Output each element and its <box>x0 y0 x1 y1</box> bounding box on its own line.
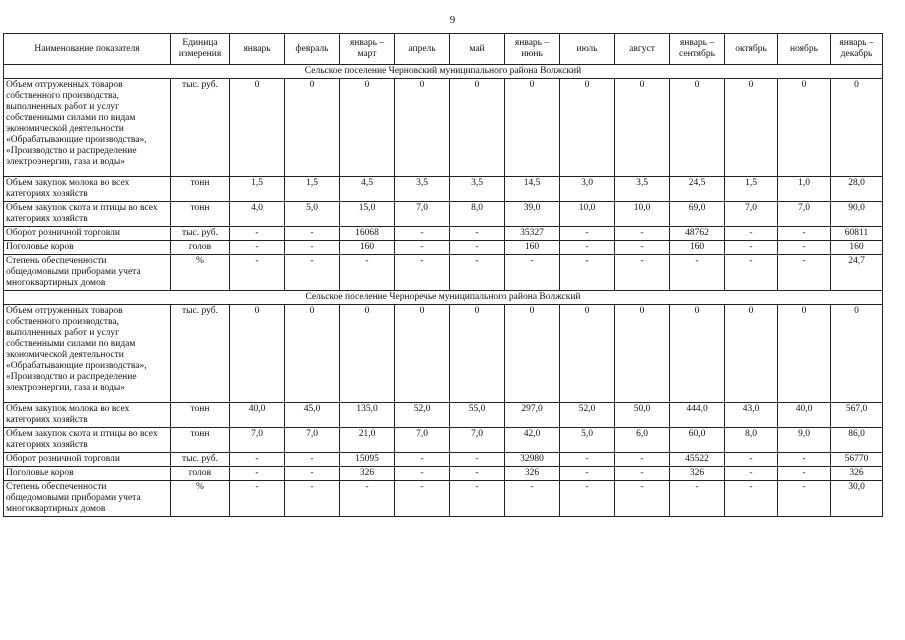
value-cell: 0 <box>725 79 778 177</box>
indicator-name: Оборот розничной торговли <box>4 453 171 467</box>
value-cell: 567,0 <box>831 403 883 428</box>
value-cell: - <box>450 241 505 255</box>
value-cell: 5,0 <box>560 428 615 453</box>
value-cell: 160 <box>670 241 725 255</box>
value-cell: 0 <box>340 305 395 403</box>
header-period: январь – сентябрь <box>670 34 725 65</box>
value-cell: 55,0 <box>450 403 505 428</box>
header-indicator-name: Наименование показателя <box>4 34 171 65</box>
value-cell: 135,0 <box>340 403 395 428</box>
value-cell: 6,0 <box>615 428 670 453</box>
value-cell: - <box>505 255 560 291</box>
indicator-name: Оборот розничной торговли <box>4 227 171 241</box>
unit-cell: тонн <box>171 428 230 453</box>
value-cell: 52,0 <box>560 403 615 428</box>
table-body <box>4 65 883 517</box>
table-row <box>4 241 883 255</box>
indicator-name: Объем закупок молока во всех категориях хозяйств <box>4 177 171 202</box>
value-cell: - <box>230 227 285 241</box>
value-cell: - <box>560 467 615 481</box>
value-cell: 24,7 <box>831 255 883 291</box>
value-cell: 8,0 <box>450 202 505 227</box>
header-period: январь – июнь <box>505 34 560 65</box>
value-cell: - <box>285 481 340 517</box>
value-cell: 7,0 <box>450 428 505 453</box>
section-header-row <box>4 65 883 79</box>
value-cell: 297,0 <box>505 403 560 428</box>
value-cell: - <box>560 453 615 467</box>
value-cell: 42,0 <box>505 428 560 453</box>
header-unit: Единица измерения <box>171 34 230 65</box>
value-cell: - <box>230 255 285 291</box>
unit-cell: тыс. руб. <box>171 79 230 177</box>
value-cell: 0 <box>831 79 883 177</box>
value-cell: - <box>340 255 395 291</box>
value-cell: 24,5 <box>670 177 725 202</box>
value-cell: 56770 <box>831 453 883 467</box>
value-cell: - <box>778 481 831 517</box>
unit-cell: % <box>171 481 230 517</box>
value-cell: 0 <box>230 79 285 177</box>
table-row <box>4 428 883 453</box>
value-cell: 0 <box>725 305 778 403</box>
table-row <box>4 467 883 481</box>
value-cell: - <box>395 241 450 255</box>
value-cell: 7,0 <box>285 428 340 453</box>
value-cell: - <box>615 481 670 517</box>
value-cell: 0 <box>395 305 450 403</box>
value-cell: 0 <box>285 305 340 403</box>
value-cell: 3,5 <box>395 177 450 202</box>
value-cell: - <box>230 481 285 517</box>
value-cell: - <box>615 227 670 241</box>
header-period: ноябрь <box>778 34 831 65</box>
header-period: август <box>615 34 670 65</box>
value-cell: - <box>450 467 505 481</box>
unit-cell: тонн <box>171 177 230 202</box>
value-cell: - <box>725 241 778 255</box>
unit-cell: % <box>171 255 230 291</box>
value-cell: - <box>230 467 285 481</box>
value-cell: 90,0 <box>831 202 883 227</box>
value-cell: 10,0 <box>560 202 615 227</box>
value-cell: 0 <box>615 79 670 177</box>
value-cell: 1,5 <box>725 177 778 202</box>
header-period: февраль <box>285 34 340 65</box>
header-period: июль <box>560 34 615 65</box>
value-cell: - <box>285 227 340 241</box>
value-cell: - <box>670 255 725 291</box>
value-cell: 60811 <box>831 227 883 241</box>
value-cell: 160 <box>831 241 883 255</box>
value-cell: - <box>285 467 340 481</box>
value-cell: - <box>230 241 285 255</box>
table-row <box>4 481 883 517</box>
value-cell: 7,0 <box>230 428 285 453</box>
value-cell: 0 <box>505 305 560 403</box>
value-cell: 43,0 <box>725 403 778 428</box>
value-cell: 32980 <box>505 453 560 467</box>
value-cell: 0 <box>450 79 505 177</box>
value-cell: - <box>778 241 831 255</box>
value-cell: - <box>285 453 340 467</box>
value-cell: 4,5 <box>340 177 395 202</box>
indicator-name: Объем отгруженных товаров собственного производства, выполненных работ и услуг собственными силами по видам экономической деятельности «Обрабатывающие производства», «Производство и распределение электроэнергии, газа и воды» <box>4 79 171 177</box>
value-cell: 0 <box>615 305 670 403</box>
value-cell: - <box>725 453 778 467</box>
value-cell: - <box>285 255 340 291</box>
header-period: январь <box>230 34 285 65</box>
value-cell: 0 <box>395 79 450 177</box>
value-cell: - <box>450 481 505 517</box>
unit-cell: тонн <box>171 202 230 227</box>
value-cell: 326 <box>340 467 395 481</box>
indicator-name: Объем закупок молока во всех категориях хозяйств <box>4 403 171 428</box>
statistics-table <box>3 33 883 517</box>
value-cell: 21,0 <box>340 428 395 453</box>
value-cell: 160 <box>505 241 560 255</box>
value-cell: - <box>725 481 778 517</box>
value-cell: 444,0 <box>670 403 725 428</box>
value-cell: 45,0 <box>285 403 340 428</box>
indicator-name: Объем закупок скота и птицы во всех категориях хозяйств <box>4 428 171 453</box>
header-period: январь – декабрь <box>831 34 883 65</box>
unit-cell: голов <box>171 467 230 481</box>
value-cell: 7,0 <box>725 202 778 227</box>
value-cell: 69,0 <box>670 202 725 227</box>
value-cell: 86,0 <box>831 428 883 453</box>
value-cell: - <box>395 453 450 467</box>
value-cell: 3,5 <box>450 177 505 202</box>
value-cell: 45522 <box>670 453 725 467</box>
table-row <box>4 453 883 467</box>
value-cell: 0 <box>778 79 831 177</box>
value-cell: 1,5 <box>285 177 340 202</box>
header-period: январь – март <box>340 34 395 65</box>
value-cell: 0 <box>831 305 883 403</box>
value-cell: 9,0 <box>778 428 831 453</box>
value-cell: 3,0 <box>560 177 615 202</box>
section-header-row <box>4 291 883 305</box>
value-cell: - <box>778 255 831 291</box>
value-cell: - <box>778 227 831 241</box>
unit-cell: тыс. руб. <box>171 453 230 467</box>
unit-cell: тыс. руб. <box>171 227 230 241</box>
value-cell: - <box>778 467 831 481</box>
indicator-name: Объем отгруженных товаров собственного производства, выполненных работ и услуг собственными силами по видам экономической деятельности «Обрабатывающие производства», «Производство и распределение электроэнергии, газа и воды» <box>4 305 171 403</box>
value-cell: 326 <box>670 467 725 481</box>
value-cell: 39,0 <box>505 202 560 227</box>
value-cell: 8,0 <box>725 428 778 453</box>
value-cell: - <box>615 255 670 291</box>
value-cell: - <box>615 453 670 467</box>
indicator-name: Степень обеспеченности общедомовыми приборами учета многоквартирных домов <box>4 255 171 291</box>
value-cell: 7,0 <box>778 202 831 227</box>
value-cell: - <box>560 227 615 241</box>
value-cell: 14,5 <box>505 177 560 202</box>
value-cell: - <box>395 255 450 291</box>
value-cell: 3,5 <box>615 177 670 202</box>
value-cell: 0 <box>670 79 725 177</box>
value-cell: - <box>395 227 450 241</box>
value-cell: - <box>725 227 778 241</box>
table-row <box>4 202 883 227</box>
unit-cell: тыс. руб. <box>171 305 230 403</box>
value-cell: 0 <box>505 79 560 177</box>
value-cell: 30,0 <box>831 481 883 517</box>
unit-cell: тонн <box>171 403 230 428</box>
value-cell: 0 <box>285 79 340 177</box>
indicator-name: Поголовье коров <box>4 241 171 255</box>
value-cell: 1,0 <box>778 177 831 202</box>
value-cell: 0 <box>340 79 395 177</box>
value-cell: - <box>450 453 505 467</box>
value-cell: - <box>725 255 778 291</box>
indicator-name: Поголовье коров <box>4 467 171 481</box>
value-cell: 0 <box>778 305 831 403</box>
header-period: апрель <box>395 34 450 65</box>
value-cell: 5,0 <box>285 202 340 227</box>
value-cell: - <box>395 467 450 481</box>
value-cell: 35327 <box>505 227 560 241</box>
section-title: Сельское поселение Черноречье муниципального района Волжский <box>4 291 883 305</box>
page-number: 9 <box>449 14 456 26</box>
value-cell: 15,0 <box>340 202 395 227</box>
value-cell: 0 <box>450 305 505 403</box>
value-cell: - <box>670 481 725 517</box>
table-row <box>4 177 883 202</box>
value-cell: 40,0 <box>230 403 285 428</box>
value-cell: 4,0 <box>230 202 285 227</box>
value-cell: 50,0 <box>615 403 670 428</box>
value-cell: 0 <box>560 79 615 177</box>
table-row <box>4 403 883 428</box>
value-cell: - <box>778 453 831 467</box>
table-row <box>4 255 883 291</box>
value-cell: 0 <box>670 305 725 403</box>
value-cell: - <box>340 481 395 517</box>
value-cell: 326 <box>831 467 883 481</box>
value-cell: - <box>560 481 615 517</box>
value-cell: - <box>285 241 340 255</box>
value-cell: - <box>615 241 670 255</box>
indicator-name: Объем закупок скота и птицы во всех категориях хозяйств <box>4 202 171 227</box>
unit-cell: голов <box>171 241 230 255</box>
value-cell: 7,0 <box>395 428 450 453</box>
section-title: Сельское поселение Черновский муниципального района Волжский <box>4 65 883 79</box>
value-cell: 48762 <box>670 227 725 241</box>
value-cell: 0 <box>230 305 285 403</box>
value-cell: - <box>230 453 285 467</box>
value-cell: 52,0 <box>395 403 450 428</box>
table-header-row <box>4 34 883 65</box>
value-cell: - <box>560 241 615 255</box>
value-cell: 28,0 <box>831 177 883 202</box>
value-cell: 60,0 <box>670 428 725 453</box>
table-row <box>4 227 883 241</box>
value-cell: 160 <box>340 241 395 255</box>
value-cell: - <box>560 255 615 291</box>
table-row <box>4 305 883 403</box>
value-cell: 40,0 <box>778 403 831 428</box>
value-cell: 15095 <box>340 453 395 467</box>
value-cell: 0 <box>560 305 615 403</box>
value-cell: - <box>395 481 450 517</box>
value-cell: - <box>505 481 560 517</box>
value-cell: 1,5 <box>230 177 285 202</box>
value-cell: - <box>725 467 778 481</box>
table-row <box>4 79 883 177</box>
value-cell: 326 <box>505 467 560 481</box>
value-cell: 16068 <box>340 227 395 241</box>
value-cell: - <box>450 255 505 291</box>
header-period: май <box>450 34 505 65</box>
header-period: октябрь <box>725 34 778 65</box>
value-cell: - <box>615 467 670 481</box>
indicator-name: Степень обеспеченности общедомовыми приборами учета многоквартирных домов <box>4 481 171 517</box>
value-cell: 7,0 <box>395 202 450 227</box>
value-cell: - <box>450 227 505 241</box>
value-cell: 10,0 <box>615 202 670 227</box>
